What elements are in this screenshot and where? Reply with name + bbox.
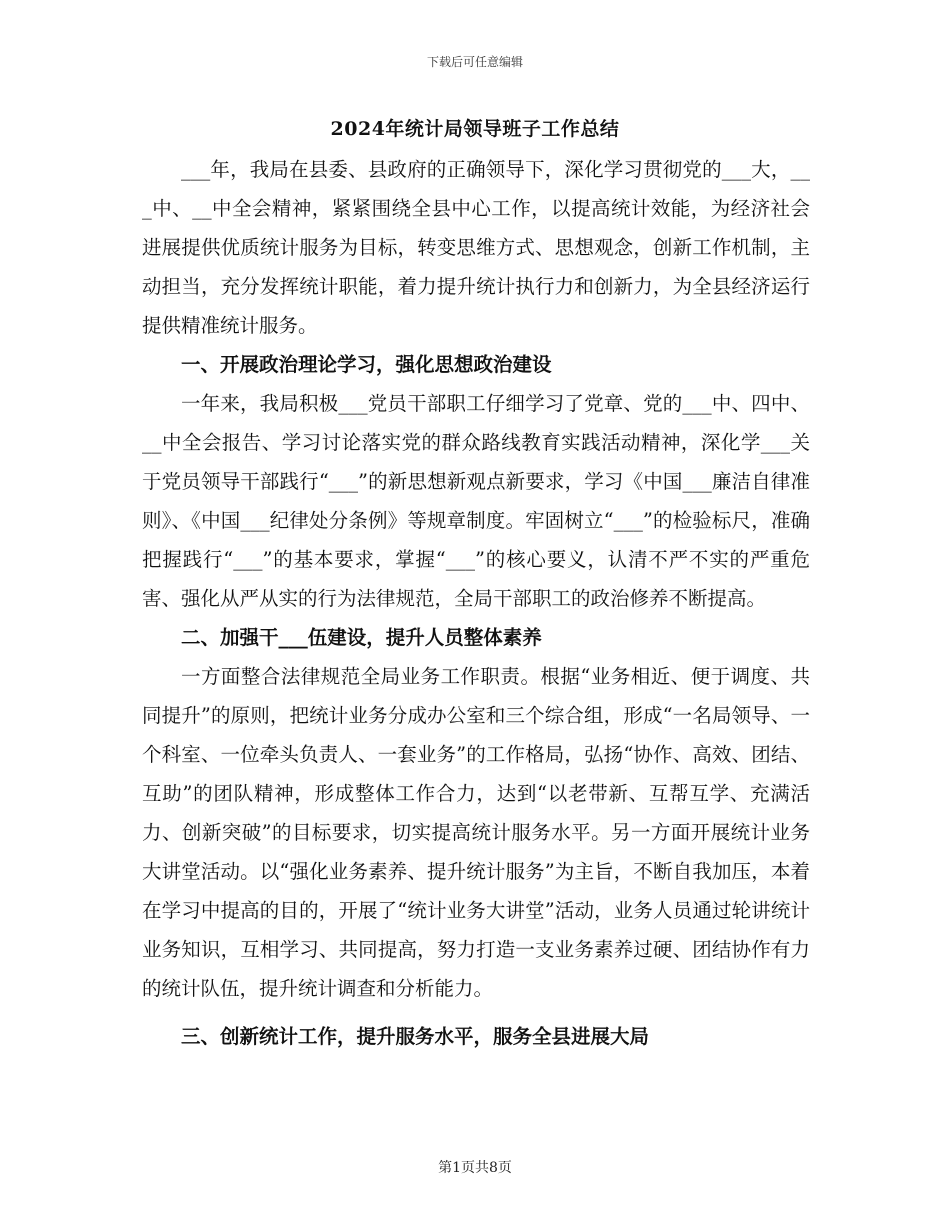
header-note: 下载后可任意编辑 (426, 55, 523, 69)
paragraph-section-1: 一年来，我局积极___党员干部职工仔细学习了党章、党的___中、四中、__中全会报告、学习讨论落实党的群众路线教育实践活动精神，深化学___关于党员领导干部践行“___”的新思想新观点新要求，学习《中国___廉洁自律准则》、《中国___纪律处分条例》等规章制度。牢固树立“___”的检验标尺，准确把握践行“___”的基本要求，掌握“___”的核心要义，认清不严不实的严重危害、强化从严从实的行为法律规范，全局干部职工的政治修养不断提高。 (142, 392, 810, 610)
section-heading-3: 三、创新统计工作，提升服务水平，服务全县进展大局 (181, 1025, 650, 1048)
section-heading-2: 二、加强干___伍建设，提升人员整体素养 (181, 626, 542, 649)
paragraph-intro: ___年，我局在县委、县政府的正确领导下，深化学习贯彻党的___大，___中、__中全会精神，紧紧围绕全县中心工作，以提高统计效能，为经济社会进展提供优质统计服务为目标，转变思维方式、思想观念，创新工作机制，主动担当，充分发挥统计职能，着力提升统计执行力和创新力，为全县经济运行提供精准统计服务。 (142, 158, 810, 337)
paragraph-section-2: 一方面整合法律规范全局业务工作职责。根据“业务相近、便于调度、共同提升”的原则，把统计业务分成办公室和三个综合组，形成“一名局领导、一个科室、一位牵头负责人、一套业务”的工作格局，弘扬“协作、高效、团结、互助”的团队精神，形成整体工作合力，达到“以老带新、互帮互学、充满活力、创新突破”的目标要求，切实提高统计服务水平。另一方面开展统计业务大讲堂活动。以“强化业务素养、提升统计服务”为主旨，不断自我加压，本着在学习中提高的目的，开展了“统计业务大讲堂”活动，业务人员通过轮讲统计业务知识，互相学习、共同提高，努力打造一支业务素养过硬、团结协作有力的统计队伍，提升统计调查和分析能力。 (142, 665, 810, 1000)
document-body (142, 150, 810, 1059)
page-footer: 第1页共8页 (438, 1160, 512, 1176)
section-heading-1: 一、开展政治理论学习，强化思想政治建设 (181, 353, 552, 376)
document-title: 2024年统计局领导班子工作总结 (330, 118, 620, 140)
